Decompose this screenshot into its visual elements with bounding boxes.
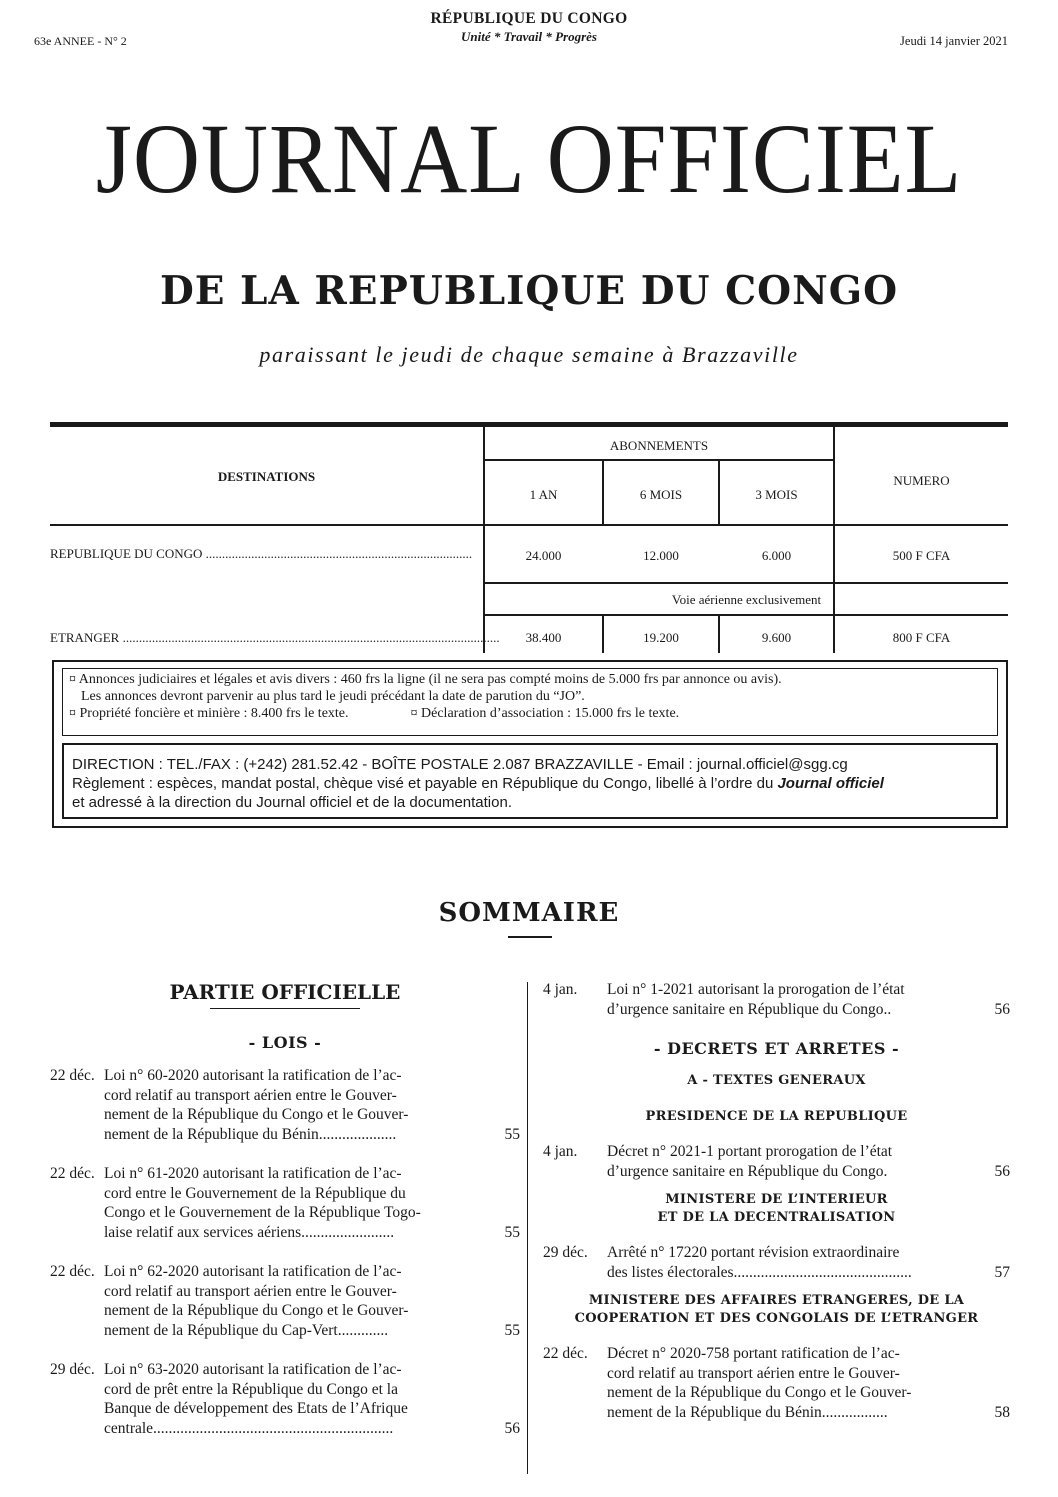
- toc-entry-decret-2021-1[interactable]: 4 jan. Décret n° 2021-1 portant prorogation de l’état d’urgence sanitaire en République du Congo. 56: [543, 1143, 1010, 1180]
- partie-officielle-heading: PARTIE OFFICIELLE: [169, 980, 401, 1004]
- table-rule: [483, 582, 1008, 584]
- entry-date: 29 déc.: [50, 1361, 95, 1378]
- destinations-header: DESTINATIONS: [217, 469, 316, 484]
- toc-entry-loi-61[interactable]: 22 déc. Loi n° 61-2020 autorisant la ratification de l’ac- cord entre le Gouvernement de la République du Congo et le Gouvernement de la République Togo- laise relatif aux services aériens........................ 55: [50, 1165, 520, 1241]
- toc-entry-arrete-17220[interactable]: 29 déc. Arrêté n° 17220 portant révision extraordinaire des listes électorales.............................................. 57: [543, 1244, 1010, 1281]
- price-congo-6mois: 12.000: [643, 548, 679, 563]
- toc-entry-loi-63[interactable]: 29 déc. Loi n° 63-2020 autorisant la ratification de l’ac- cord de prêt entre la République du Congo et la Banque de développement des Etats de l’Afrique centrale.............................................................. 56: [50, 1361, 520, 1437]
- journal-subtitle: DE LA REPUBLIQUE DU CONGO: [159, 268, 899, 314]
- entry-date: 22 déc.: [50, 1067, 95, 1084]
- sommaire-right-column: [543, 980, 1010, 1422]
- entry-page: 58: [994, 1403, 1010, 1421]
- numero-header: NUMERO: [893, 473, 950, 488]
- sommaire-rule: [508, 936, 552, 938]
- entry-page: 56: [994, 1000, 1010, 1018]
- sommaire-left-column: [50, 980, 520, 1438]
- sommaire-title: SOMMAIRE: [438, 898, 620, 928]
- presidence-heading: PRESIDENCE DE LA REPUBLIQUE: [645, 1109, 908, 1124]
- journal-name-emphasis: Journal officiel: [777, 775, 884, 792]
- table-rule: [50, 524, 1008, 526]
- entry-date: 22 déc.: [50, 1263, 95, 1280]
- entry-page: 56: [994, 1162, 1010, 1180]
- direction-box: [62, 743, 998, 819]
- entry-date: 22 déc.: [543, 1345, 588, 1362]
- price-etranger-1an: 38.400: [525, 630, 562, 645]
- table-divider: [833, 427, 835, 653]
- textes-generaux-heading: A - TEXTES GENERAUX: [687, 1073, 866, 1088]
- partie-rule: [210, 1008, 360, 1009]
- subscription-table: [50, 427, 1008, 653]
- abonnements-header: ABONNEMENTS: [609, 438, 709, 453]
- column-divider: [527, 982, 528, 1474]
- entry-date: 4 jan.: [543, 1143, 578, 1160]
- destination-congo: REPUBLIQUE DU CONGO ..................................................................................: [50, 546, 473, 561]
- numero-etranger: 800 F CFA: [892, 630, 951, 645]
- table-rule: [483, 459, 833, 461]
- destination-etranger: ETRANGER ....................................................................................................................: [50, 630, 500, 645]
- entry-page: 56: [504, 1419, 520, 1437]
- announcement-deadline: Les annonces devront parvenir au plus tard le jeudi précédant la date de parution du “JO”.: [81, 689, 585, 704]
- interieur-heading: MINISTERE DE L’INTERIEUR ET DE LA DECENTRALISATION: [657, 1192, 896, 1225]
- numero-congo: 500 F CFA: [892, 548, 951, 563]
- price-etranger-6mois: 19.200: [643, 630, 679, 645]
- toc-entry-loi-1-2021[interactable]: 4 jan. Loi n° 1-2021 autorisant la prorogation de l’état d’urgence sanitaire en République du Congo.. 56: [543, 981, 1010, 1018]
- lois-heading: - LOIS -: [248, 1033, 322, 1052]
- association-rate: ¤ Déclaration d’association : 15.000 frs le texte.: [410, 706, 680, 721]
- info-box: [52, 660, 1008, 828]
- payment-terms: Règlement : espèces, mandat postal, chèque visé et payable en République du Congo, libellé à l’ordre du Journal officiel: [72, 775, 884, 792]
- entry-page: 55: [504, 1125, 520, 1143]
- entry-page: 57: [994, 1263, 1010, 1281]
- national-motto: Unité * Travail * Progrès: [460, 29, 597, 44]
- toc-entry-loi-62[interactable]: 22 déc. Loi n° 62-2020 autorisant la ratification de l’ac- cord relatif au transport aérien entre le Gouver- nement de la République du Congo et le Gouver- nement de la République du Cap-Vert............. 55: [50, 1263, 520, 1339]
- period-1an: 1 AN: [529, 487, 558, 502]
- entry-page: 55: [504, 1223, 520, 1241]
- table-rule: [483, 614, 1008, 616]
- publication-frequency: paraissant le jeudi de chaque semaine à Brazzaville: [259, 342, 799, 367]
- announcement-rates: ¤ Annonces judiciaires et légales et avis divers : 460 frs la ligne (il ne sera pas compté moins de 5.000 frs par annonce ou avis).: [69, 672, 782, 687]
- direction-contact: DIRECTION : TEL./FAX : (+242) 281.52.42 - BOÎTE POSTALE 2.087 BRAZZAVILLE - Email : journal.officiel@sgg.cg: [72, 756, 848, 773]
- affaires-etrangeres-heading: MINISTERE DES AFFAIRES ETRANGERES, DE LA COOPERATION ET DES CONGOLAIS DE L’ETRANGER: [574, 1293, 979, 1326]
- entry-date: 4 jan.: [543, 981, 578, 998]
- period-3mois: 3 MOIS: [755, 487, 798, 502]
- air-note: Voie aérienne exclusivement: [671, 592, 822, 607]
- journal-title: JOURNAL OFFICIEL: [95, 103, 963, 214]
- property-rate: ¤ Propriété foncière et minière : 8.400 frs le texte.: [69, 706, 349, 721]
- republic-name: RÉPUBLIQUE DU CONGO: [430, 10, 628, 27]
- price-congo-3mois: 6.000: [761, 548, 792, 563]
- price-congo-1an: 24.000: [525, 548, 562, 563]
- issue-date: Jeudi 14 janvier 2021: [900, 34, 1008, 48]
- payment-address: et adressé à la direction du Journal officiel et de la documentation.: [72, 794, 512, 811]
- price-etranger-3mois: 9.600: [761, 630, 792, 645]
- period-6mois: 6 MOIS: [639, 487, 683, 502]
- issue-number: 63e ANNEE - N° 2: [34, 34, 127, 48]
- decrets-heading: - DECRETS ET ARRETES -: [653, 1039, 900, 1058]
- announcements-box: [62, 668, 998, 736]
- entry-page: 55: [504, 1321, 520, 1339]
- toc-entry-loi-60[interactable]: 22 déc. Loi n° 60-2020 autorisant la ratification de l’ac- cord relatif au transport aérien entre le Gouver- nement de la République du Congo et le Gouver- nement de la République du Bénin.................... 55: [50, 1067, 520, 1143]
- entry-date: 29 déc.: [543, 1244, 588, 1261]
- entry-date: 22 déc.: [50, 1165, 95, 1182]
- toc-entry-decret-2020-758[interactable]: 22 déc. Décret n° 2020-758 portant ratification de l’ac- cord relatif au transport aérien entre le Gouver- nement de la République du Congo et le Gouver- nement de la République du Bénin................. 58: [543, 1345, 1010, 1421]
- announcement-other-rates: [69, 705, 997, 722]
- masthead-republic: [329, 10, 729, 45]
